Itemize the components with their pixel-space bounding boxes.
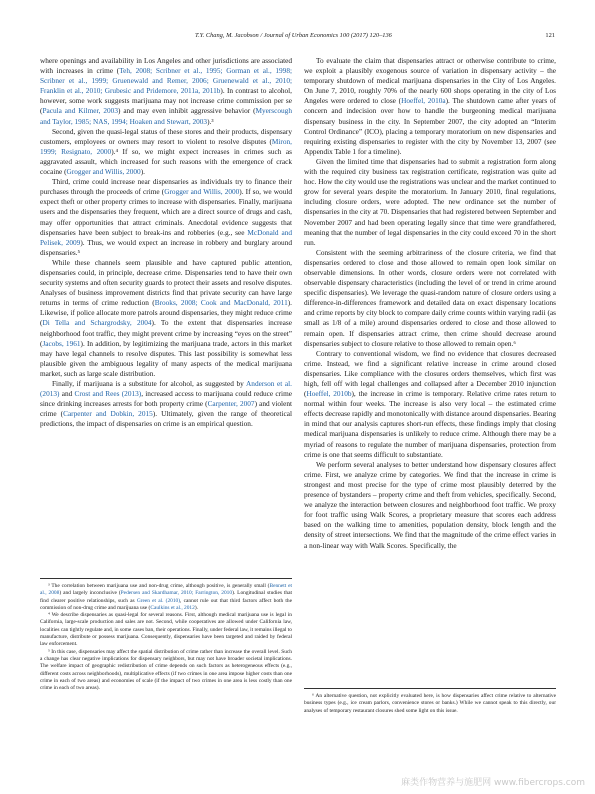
citation-link[interactable]: Green et al. (2010)	[136, 597, 181, 604]
body-text: ). In contrast to alcohol, however, some work suggests marijuana may not increase crime commission per se (	[40, 86, 292, 116]
body-text: ). The shutdown came after years of concern and indecision over how to handle the burgeoning medical marijuana dispensary business in the city. In September 2007, the city adopted an “Interim Control Ordinance” (ICO), placing a temporary moratorium on new dispensaries and requiring existing dispensaries to register with the city by November 13, 2007 (see Appendix Table 1 for a timeline).	[304, 96, 556, 156]
citation-link[interactable]: McDonald and Pelisek, 2009	[40, 227, 292, 247]
paragraph	[304, 56, 556, 157]
body-text: We perform several analyses to better understand how dispensary closures affect crime. First, we analyze crime by categories. We find that the increase in crime is strongest and most precise for the type of crime most plausibly deterred by the presence of bystanders – property crime and theft from vehicles, specifically. Second, we analyze the interaction between closures and neighborhood foot traffic. We proxy for foot traffic using Walk Scores, a proprietary measure that scores each address based on the walking time to amenities, population density, block length and the density of street intersections. We find that the magnitude of the crime effect varies in a non-linear way with Walk Scores. Specifically, the	[304, 459, 556, 550]
footnote	[40, 583, 292, 612]
paragraph	[304, 460, 556, 551]
citation-link[interactable]: Jacobs, 1961	[42, 338, 81, 348]
citation-link[interactable]: Pacula and Kilmer, 2003	[42, 106, 118, 116]
paragraph	[304, 248, 556, 349]
citation-link[interactable]: Myerscough and Taylor, 1985; NAS, 1994; Hoaken and Stewart, 2003	[40, 106, 292, 126]
body-text: ⁶ An alternative question, not explicitly evaluated here, is how dispensaries affect crime relative to alternative business types (e.g., ice cream parlors, convenience stores or banks.) While we cannot speak to this directly, our analyses of temporary restaurant closures shed some light on this issue.	[304, 693, 556, 714]
page-number: 121	[545, 32, 555, 39]
paragraph	[304, 349, 556, 460]
body-text: where openings and availability in Los Angeles and other jurisdictions are associated with increases in crime (	[40, 56, 292, 76]
body-text: ). To the extent that dispensaries increase neighborhood foot traffic, they might prevent crime by increasing “eyes on the street” (	[40, 318, 292, 348]
body-text: ).	[140, 167, 145, 177]
body-text: ) and largely inconclusive (	[59, 590, 121, 597]
body-text: Second, given the quasi-legal status of these stores and their products, dispensary customers, employees or owners may resort to violent to resolve disputes (	[40, 126, 292, 146]
citation-link[interactable]: Teh, 2008; Scribner et al., 1995; Gorman et al., 1998; Scribner et al., 1999; Gruenewald and Remer, 2006; Gruenewald et al., 2010; Franklin et al., 2010; Grubesic and Pridemore, 2011a, 2011b	[40, 66, 292, 96]
citation-link[interactable]: Pedersen and Skardhamar, 2010; Farrington, 2010	[120, 590, 233, 597]
body-text: ). Likewise, if police allocate more patrols around dispensaries, they might reduce crime (	[40, 298, 292, 328]
left-column	[40, 56, 292, 429]
paragraph	[40, 56, 292, 127]
body-text: Contrary to conventional wisdom, we find no evidence that closures decreased crime. Instead, we find a significant relative increase in crime around closed dispensaries. Like compliance with the closures orders themselves, which first was high, fell off with legal challenges and collapsed after a December 2010 injunction (	[304, 348, 556, 399]
citation-link[interactable]: Crost and Rees (2013)	[74, 389, 142, 399]
body-text: ).⁴ If so, we might expect increases in crimes such as aggravated assault, which increased for such reasons with the emergence of crack cocaine (	[40, 146, 293, 177]
citation-link[interactable]: Carpenter, 2007	[207, 399, 255, 409]
citation-link[interactable]: Bennett et al., 2008	[40, 583, 292, 597]
body-text: Third, crime could increase near dispensaries as individuals try to finance their purchases through the proceeds of crime (	[40, 177, 292, 197]
footnote	[40, 612, 292, 648]
body-text: ⁴ We describe dispensaries as quasi-legal for several reasons. First, although medical marijuana use is legal in California, large-scale production and sales are not. Second, while cooperatives are allowed under California law, localities can tightly regulate and, in some cases ban, their operations. Finally, under federal law, it remains illegal to manufacture, distribute or possess marijuana. Consequently, dispensaries have been targeted and raided by federal law enforcement.	[40, 612, 292, 648]
body-text: ). Thus, we would expect an increase in robbery and burglary around dispensaries.⁵	[40, 237, 292, 257]
body-text: ) and violent crime (	[40, 399, 292, 419]
body-text: , increased access to marijuana could reduce crime since drinking increases arrests for both property crime (	[40, 389, 293, 409]
citation-link[interactable]: Anderson et al. (2013)	[40, 379, 292, 399]
citation-link[interactable]: Grogger and Willis, 2000	[66, 167, 141, 177]
citation-link[interactable]: Hoeffel, 2010b	[306, 389, 352, 399]
body-text: , cannot rule out that third factors affect both the commission of non-drug crime and marijuana use (	[40, 597, 292, 611]
citation-link[interactable]: Grogger and Willis, 2000	[164, 187, 240, 197]
body-text: To evaluate the claim that dispensaries attract or otherwise contribute to crime, we exploit a plausibly exogenous source of variation in dispensary activity – the temporary shutdown of medical marijuana dispensaries in the City of Los Angeles. On June 7, 2010, roughly 70% of the nearly 600 shops operating in the city of Los Angeles were ordered to close (	[304, 56, 556, 106]
footnote	[304, 693, 556, 715]
body-text: Given the limited time that dispensaries had to submit a registration form along with the required city business tax registration certificate, registration was quite ad hoc. How the city would use the registrations was unclear and the market continued to grow for several years despite the moratorium. In January 2010, final regulations, including closure orders, were adopted. The new ordinance set the number of dispensaries in the city at 70. Dispensaries that had registered between September and November 2007 and had been operating legally since that time were grandfathered, meaning that the number of legal dispensaries in the city could exceed 70 in the short run.	[304, 156, 556, 247]
body-text: ).	[194, 604, 198, 611]
citation-link[interactable]: Carpenter and Dobkin, 2015	[63, 409, 153, 419]
watermark: 麻类作物营养与施肥网 www.fibercrops.com	[401, 778, 585, 788]
body-text: ). Ultimately, given the range of theoretical predictions, the impact of dispensaries on crime is an empirical question.	[40, 409, 292, 429]
body-text: ). If so, we would expect theft or other property crimes to increase with dispensaries. Finally, marijuana users and the dispensaries they frequent, which are a direct source of drugs and cash, may offer opportunities that attract criminals. Anecdotal evidence suggests that dispensaries have been subject to break-ins and robberies (e.g., see	[40, 187, 292, 237]
paragraph	[40, 177, 292, 258]
running-header	[40, 32, 555, 46]
body-text: ). In addition, by legitimizing the marijuana trade, actors in this market may have legal channels to resolve disputes. This last possibility is somewhat less plausible given the ambiguous legality of many aspects of the medical marijuana market, such as large scale distribution.	[40, 338, 292, 378]
citation-link[interactable]: Hoeffel, 2010a	[401, 96, 446, 106]
paragraph	[40, 379, 292, 429]
paragraph	[40, 258, 292, 379]
body-text: ) and may even inhibit aggressive behavior (	[117, 106, 256, 116]
citation-link[interactable]: Caulkins et al., 2012	[150, 604, 195, 611]
body-text: Finally, if marijuana is a substitute for alcohol, as suggested by	[52, 379, 247, 388]
body-text: ).³	[207, 116, 214, 126]
citation-link[interactable]: Miron, 1999; Resignato, 2000	[40, 136, 292, 156]
footnotes-right	[304, 688, 556, 715]
body-text: ⁵ In this case, dispensaries may affect the spatial distribution of crime rather than increase the overall level. Such a change has clear negative implications for dispensary neighbors, but may not have broader societal implications. The welfare impact of geographic redistribution of crime depends on such factors as heterogeneous effects (e.g., different costs across neighborhoods), multiplicative effects (if two crimes in one area impose higher costs than one crime in each of two areas) and economies of scale (if the impact of two crimes in one area is less costly than one crime in each of two areas).	[40, 648, 292, 692]
paragraph	[304, 157, 556, 248]
body-text: and	[59, 389, 75, 399]
right-column	[304, 56, 556, 551]
body-text: ), the increase in crime is temporary. Relative crime rates return to normal within four weeks. The increase is also very local – the estimated crime effects decrease rapidly and monotonically with distance around dispensaries. Bearing in mind that our analysis captures short-run effects, these findings imply that closing medical marijuana dispensaries is unlikely to reduce crime. Although there may be a myriad of reasons to regulate the number of marijuana dispensaries, protection from crime is one that seems difficult to substantiate.	[304, 389, 557, 459]
body-text: ³ The correlation between marijuana use and non-drug crime, although positive, is generally small (	[48, 583, 270, 589]
footnote	[40, 649, 292, 693]
journal-citation: T.Y. Chang, M. Jacobson / Journal of Urban Economics 100 (2017) 120–136	[195, 32, 392, 39]
body-text: ). Longitudinal studies that find clearer positive relationships, such as	[40, 590, 292, 604]
citation-link[interactable]: Brooks, 2008; Cook and MacDonald, 2011	[154, 298, 288, 308]
body-text: Consistent with the seeming arbitrariness of the closure criteria, we find that dispensaries ordered to close and those allowed to remain open look similar on observable dimensions. In other words, closure orders were not correlated with observable dispensary characteristics (including the level of or trend in crime around specific dispensaries). We leverage the quasi-random nature of closure orders using a difference-in-differences framework and detailed data on exact dispensary locations and crime reports by city block to compare daily crime counts within varying radii (as small as 1/8 of a mile) around dispensaries ordered to close and those allowed to remain open. If dispensaries attract crime, then crime should decrease around dispensaries subject to closure relative to those allowed to remain open.⁶	[304, 247, 556, 348]
footnotes-left	[40, 578, 292, 692]
citation-link[interactable]: Di Tella and Schargrodsky, 2004	[42, 318, 152, 328]
paragraph	[40, 127, 292, 177]
body-text: While these channels seem plausible and have captured public attention, dispensaries could, in principle, decrease crime. Dispensaries tend to have their own security systems and often security guards to protect their assets and resolve disputes. Analyses of business improvement districts find that private security can have large returns in terms of crime reduction (	[40, 257, 292, 308]
